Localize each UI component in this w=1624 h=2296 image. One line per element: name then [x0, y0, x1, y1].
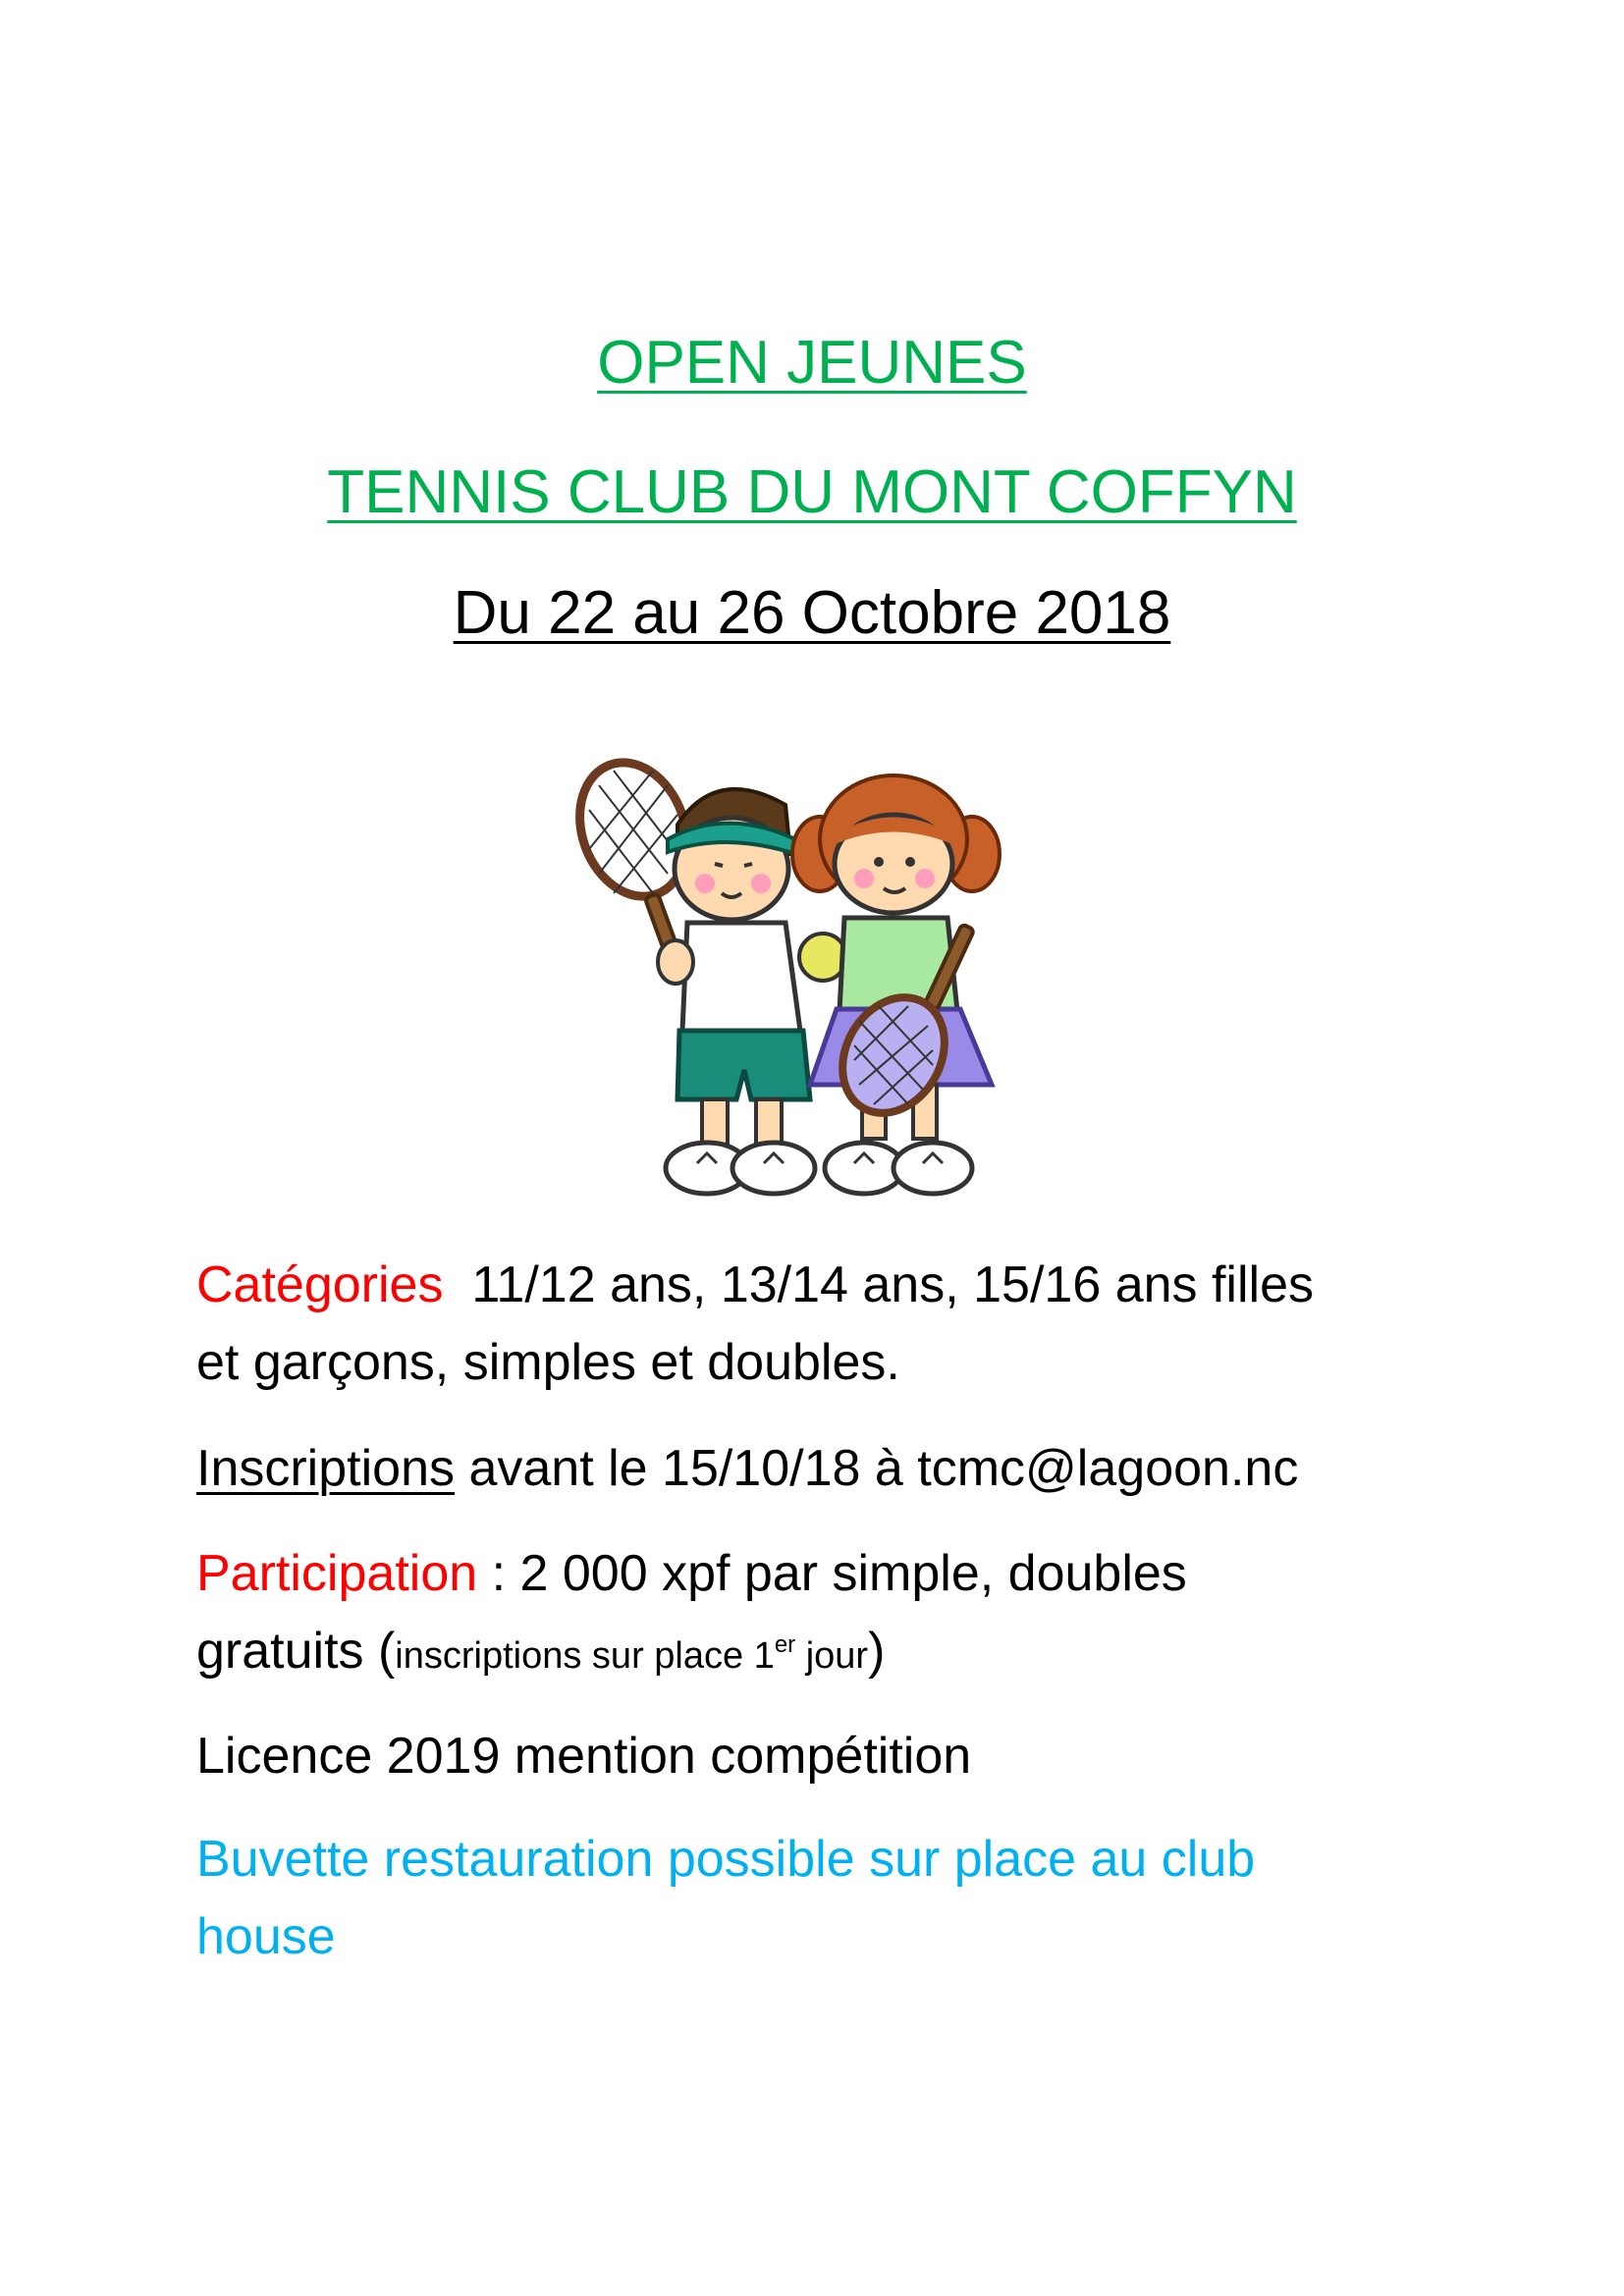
participation-line-1	[196, 1535, 1434, 1613]
licence-text: Licence 2019 mention compétition	[196, 1728, 972, 1785]
buvette-text-2: house	[196, 1908, 336, 1965]
participation-note-end: jour	[795, 1635, 869, 1677]
participation-line-2	[196, 1613, 1434, 1695]
categories-line-1	[196, 1247, 1434, 1324]
participation-text-1: : 2 000 xpf par simple, doubles	[477, 1545, 1187, 1602]
title-open-jeunes-text: OPEN JEUNES	[597, 329, 1027, 397]
title-dates-text: Du 22 au 26 Octobre 2018	[453, 579, 1171, 647]
participation-label: Participation	[196, 1545, 478, 1602]
licence-line	[196, 1718, 1434, 1795]
title-club-name	[0, 454, 1624, 532]
title-open-jeunes	[0, 324, 1624, 402]
kids-tennis-icon	[560, 746, 1051, 1237]
categories-label: Catégories	[196, 1256, 444, 1313]
buvette-text-1: Buvette restauration possible sur place au club	[196, 1831, 1256, 1888]
inscriptions-line	[196, 1430, 1434, 1508]
kids-tennis-illustration	[560, 746, 1051, 1237]
inscriptions-text: avant le 15/10/18 à tcmc@lagoon.nc	[455, 1440, 1299, 1497]
title-dates	[0, 574, 1624, 653]
participation-note: inscriptions sur place 1	[395, 1635, 775, 1677]
title-club-name-text: TENNIS CLUB DU MONT COFFYN	[327, 458, 1297, 526]
participation-text-2: gratuits (	[196, 1623, 396, 1680]
participation-note-sup: er	[774, 1631, 796, 1658]
categories-text-2: et garçons, simples et doubles.	[196, 1334, 900, 1391]
girl-figure	[792, 775, 1000, 1194]
categories-text-1: 11/12 ans, 13/14 ans, 15/16 ans filles	[443, 1256, 1315, 1313]
participation-close: )	[868, 1623, 886, 1680]
categories-line-2	[196, 1324, 1434, 1402]
buvette-line-1	[196, 1821, 1434, 1898]
buvette-line-2	[196, 1898, 1434, 1976]
inscriptions-label: Inscriptions	[196, 1440, 455, 1497]
